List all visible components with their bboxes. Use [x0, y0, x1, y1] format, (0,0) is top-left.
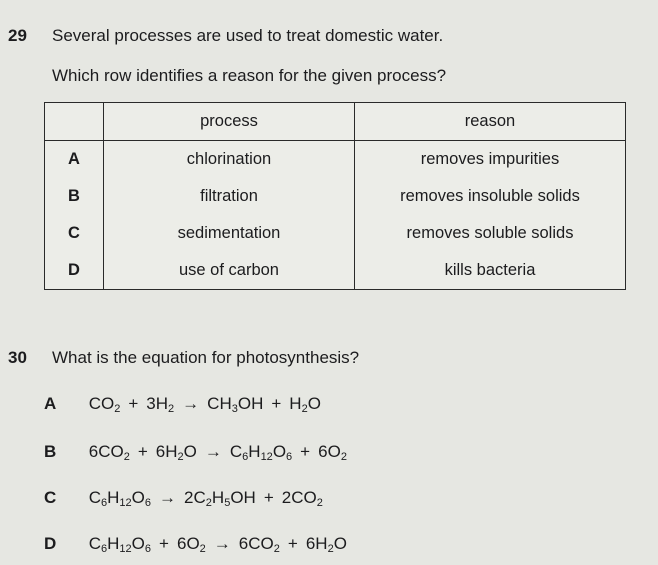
option-letter: B [44, 442, 57, 461]
process-cell: chlorination [104, 141, 355, 179]
process-cell: filtration [104, 178, 355, 215]
table-header-empty [45, 103, 104, 141]
process-cell: sedimentation [104, 215, 355, 252]
option-letter: D [44, 534, 57, 553]
option-b [44, 442, 347, 466]
question-number-30: 30 [8, 348, 27, 367]
option-d [44, 534, 347, 558]
row-label: C [45, 215, 104, 252]
option-letter: A [44, 394, 57, 413]
table-header-row [45, 103, 626, 141]
row-label: A [45, 141, 104, 179]
reason-cell: kills bacteria [355, 252, 626, 290]
reason-cell: removes insoluble solids [355, 178, 626, 215]
option-equation: $6CO_2 + 6H_2O \to C_6H_{12}O_6 + 6O_2$ [88, 442, 347, 463]
option-equation: $C_6H_{12}O_6 + 6O_2 \to 6CO_2 + 6H_2O$ [88, 534, 347, 555]
table-row [45, 141, 626, 179]
process-cell: use of carbon [104, 252, 355, 290]
option-a [44, 394, 321, 418]
question-30-prompt: What is the equation for photosynthesis? [52, 348, 360, 367]
table-header-process: process [104, 103, 355, 141]
question-number-29: 29 [8, 26, 27, 45]
reason-cell: removes impurities [355, 141, 626, 179]
process-reason-table [44, 102, 626, 290]
option-letter: C [44, 488, 57, 507]
row-label: B [45, 178, 104, 215]
reason-cell: removes soluble solids [355, 215, 626, 252]
table-header-reason: reason [355, 103, 626, 141]
option-equation: $CO_2 + 3H_2 \to CH_3OH + H_2O$ [88, 394, 321, 415]
question-29-prompt: Which row identifies a reason for the given process? [52, 66, 447, 85]
option-c [44, 488, 323, 512]
row-label: D [45, 252, 104, 290]
option-equation: $C_6H_{12}O_6 \to 2C_2H_5OH + 2CO_2$ [88, 488, 323, 509]
table-row [45, 178, 626, 215]
question-29-stem: Several processes are used to treat domestic water. [52, 26, 444, 45]
table-row [45, 215, 626, 252]
table-row [45, 252, 626, 290]
